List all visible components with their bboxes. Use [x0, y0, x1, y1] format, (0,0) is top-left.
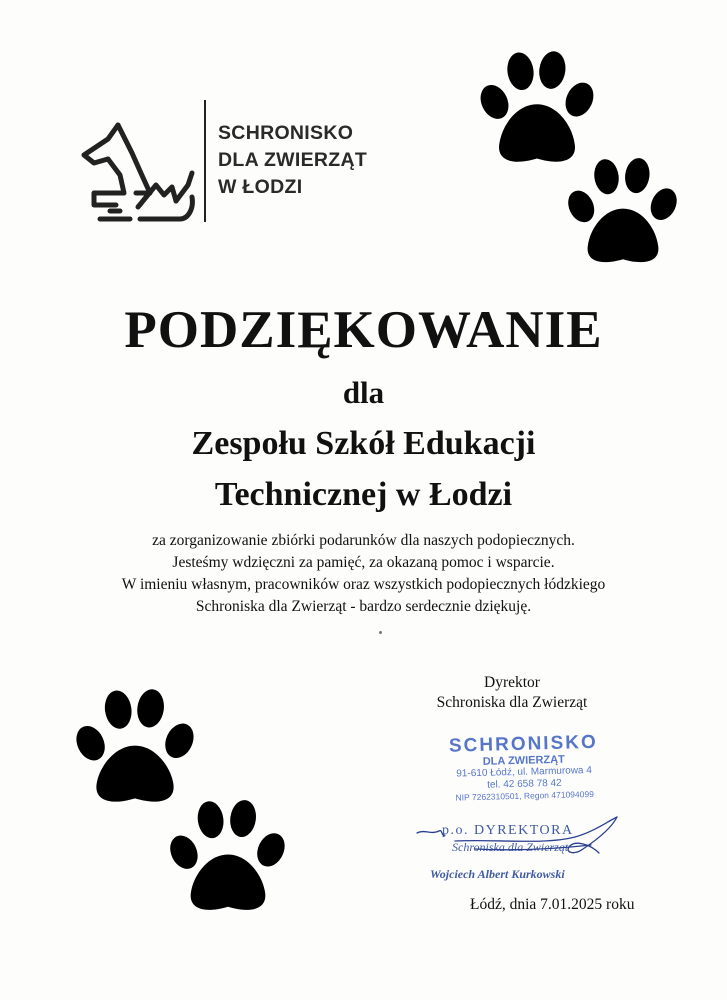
- paw-print-icon: [62, 688, 208, 808]
- recipient-name: [0, 418, 727, 520]
- stamp-phone: tel. 42 658 78 42: [487, 777, 562, 791]
- paw-print-icon: [466, 50, 608, 168]
- logo-line-3: W ŁODZI: [218, 176, 303, 198]
- stamp-line-2: DLA ZWIERZĄT: [482, 753, 565, 768]
- signatory-name: Wojciech Albert Kurkowski: [430, 867, 565, 881]
- message-line-4: Schroniska dla Zwierząt - bardzo serdecznie dziękuję.: [195, 598, 532, 615]
- director-institution: Schroniska dla Zwierząt: [436, 694, 588, 711]
- recipient-line-2: Technicznej w Łodzi: [214, 476, 513, 513]
- paw-print-icon: [168, 800, 288, 916]
- logo-line-1: SCHRONISKO: [218, 122, 354, 144]
- logo-line-2: DLA ZWIERZĄT: [218, 149, 368, 171]
- ink-dot: [379, 631, 382, 634]
- thank-you-message: [0, 530, 727, 618]
- institution-stamp: [399, 732, 631, 805]
- message-line-1: za zorganizowanie zbiórki podarunków dla naszych podopiecznych.: [152, 532, 575, 549]
- signature-stamp-institution: Schroniska dla Zwierząt: [452, 840, 569, 854]
- shelter-logo: [80, 100, 380, 230]
- stamp-address: 91-610 Łódź, ul. Marmurowa 4: [456, 764, 593, 780]
- dog-logo-icon: [80, 115, 198, 223]
- stamp-tax-ids: NIP 7262310501, Regon 471094099: [455, 788, 594, 803]
- logo-divider: [204, 100, 206, 222]
- logo-wordmark: [218, 120, 367, 201]
- signature-stamp-title: p.o. DYREKTORA: [442, 823, 574, 838]
- page-title: PODZIĘKOWANIE: [124, 301, 603, 359]
- director-block: [400, 673, 624, 713]
- message-line-3: W imieniu własnym, pracowników oraz wszystkich podopiecznych łódzkiego: [121, 576, 606, 593]
- director-title: Dyrektor: [484, 674, 540, 691]
- paw-print-icon: [566, 158, 680, 268]
- handwritten-signature: [415, 815, 625, 875]
- message-line-2: Jesteśmy wdzięczni za pamięć, za okazaną pomoc i wsparcie.: [172, 554, 555, 571]
- issue-date: Łódź, dnia 7.01.2025 roku: [470, 896, 635, 913]
- stamp-line-1: SCHRONISKO: [448, 731, 599, 757]
- recipient-line-1: Zespołu Szkół Edukacji: [191, 425, 536, 462]
- for-label: dla: [342, 375, 385, 410]
